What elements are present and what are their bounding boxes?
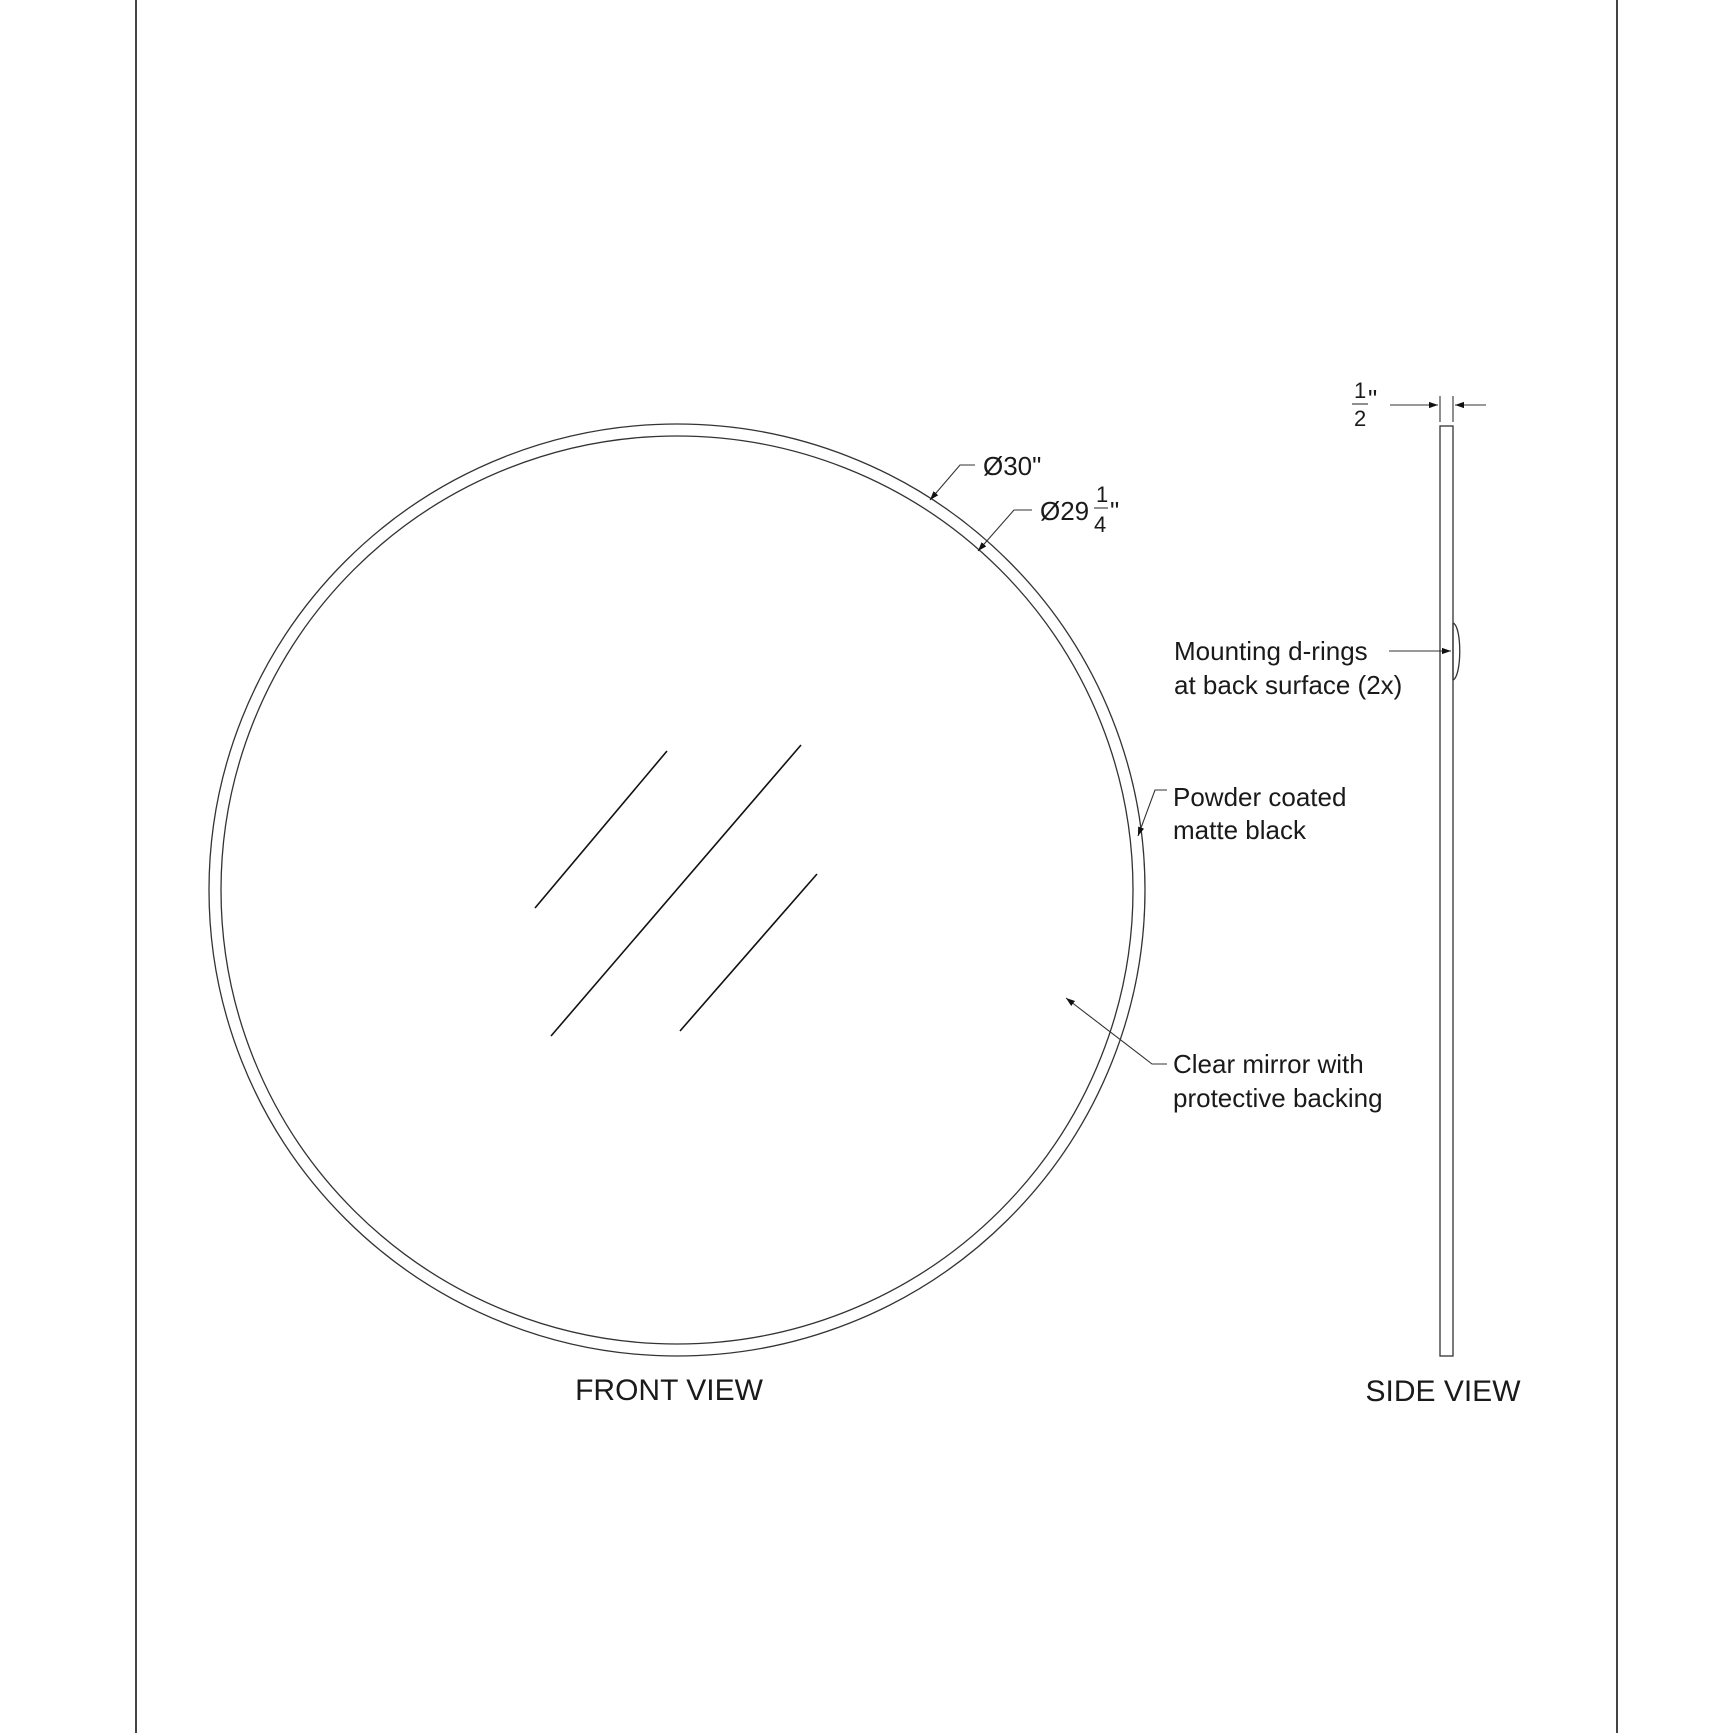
mirror-callout-leader — [1066, 998, 1167, 1064]
outer-diameter-label: Ø30" — [983, 451, 1042, 481]
svg-text:2: 2 — [1354, 406, 1367, 431]
frame-callout-line-2: matte black — [1173, 815, 1306, 845]
d-ring-shape — [1453, 623, 1460, 680]
svg-text:1: 1 — [1354, 378, 1367, 403]
svg-text:Ø29: Ø29 — [1040, 496, 1090, 526]
glare-line-left — [535, 751, 667, 908]
frame-callout-leader — [1138, 790, 1167, 836]
thickness-label — [1352, 378, 1377, 431]
svg-text:1: 1 — [1096, 482, 1109, 507]
svg-text:4: 4 — [1094, 512, 1107, 537]
mirror-side-profile — [1440, 426, 1453, 1356]
svg-text:": " — [1110, 496, 1120, 526]
front-view-title: FRONT VIEW — [575, 1374, 763, 1407]
side-view-title: SIDE VIEW — [1365, 1375, 1521, 1408]
outer-diameter-leader — [930, 465, 975, 500]
side-view — [1174, 378, 1521, 1408]
frame-callout-line-1: Powder coated — [1173, 782, 1347, 812]
d-ring-callout-line-1: Mounting d-rings — [1174, 636, 1368, 666]
inner-diameter-label — [1040, 482, 1119, 537]
svg-text:": " — [1368, 384, 1378, 414]
glare-line-right — [680, 874, 817, 1031]
d-ring-callout-line-2: at back surface (2x) — [1174, 670, 1403, 700]
inner-diameter-leader — [978, 510, 1032, 551]
mirror-callout-line-2: protective backing — [1173, 1083, 1383, 1113]
front-view — [209, 424, 1383, 1407]
glare-line-center — [551, 745, 801, 1036]
mirror-callout-line-1: Clear mirror with — [1173, 1049, 1364, 1079]
